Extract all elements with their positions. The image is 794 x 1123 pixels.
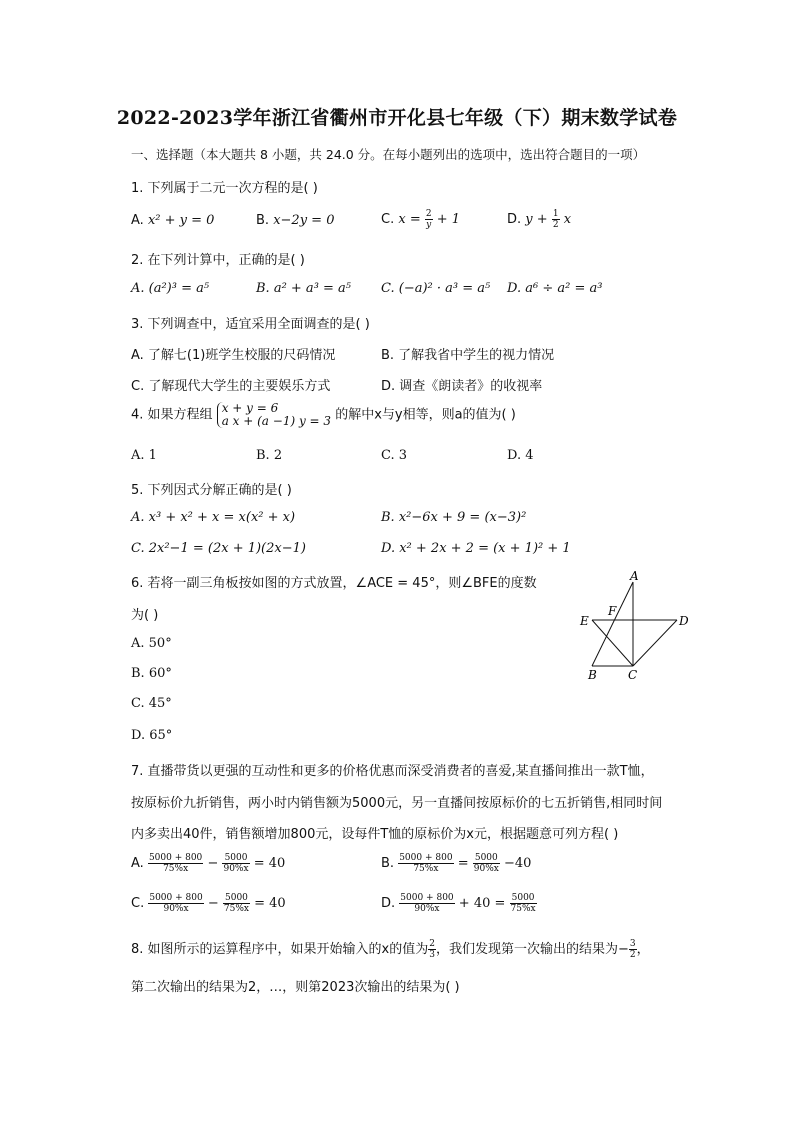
question-3-stem: 3. 下列调查中，适宜采用全面调查的是( ) <box>131 317 370 332</box>
q5-option-d[interactable]: D. x² + 2x + 2 = (x + 1)² + 1 <box>381 541 571 556</box>
label-C: C <box>628 668 638 682</box>
fraction: $\frac{5000 + 800}{75\%x}$ <box>148 853 203 874</box>
q5-option-b[interactable]: B. x²−6x + 9 = (x−3)² <box>381 510 527 525</box>
fraction: $\frac{1}{2}$ <box>552 209 559 230</box>
q1-option-c[interactable] <box>381 209 460 230</box>
option-text: x−2y = 0 <box>273 213 335 228</box>
option-label: B. <box>256 213 270 228</box>
option-label: C. <box>381 212 395 227</box>
question-7-line-2: 按原标价九折销售，两小时内销售额为5000元，另一直播间按原标价的七五折销售,相同时间 <box>131 796 663 811</box>
q3-option-b[interactable]: B. 了解我省中学生的视力情况 <box>381 348 555 363</box>
triangle-figure <box>570 570 700 685</box>
fraction: $\frac{5000}{75\%x}$ <box>510 893 536 914</box>
fraction: $\frac{5000}{90\%x}$ <box>223 853 249 874</box>
q5-option-a[interactable]: A. x³ + x² + x = x(x² + x) <box>131 510 296 525</box>
q7-option-c[interactable]: C. $\frac{5000 + 800}{90\%x}$ − $\frac{5000}{75\%x}$ = 40 <box>131 893 286 914</box>
q4-option-c[interactable]: C. 3 <box>381 448 408 463</box>
option-label: A. <box>131 213 144 228</box>
question-7-line-3: 内多卖出40件，销售额增加800元，设每件T恤的原标价为x元，根据题意可列方程( ) <box>131 827 619 842</box>
q3-option-c[interactable]: C. 了解现代大学生的主要娱乐方式 <box>131 379 331 394</box>
q6-option-b[interactable]: B. 60° <box>131 666 172 681</box>
question-8-line-1: 8. 如图所示的运算程序中，如果开始输入的x的值为 $\frac{2}{3}$ ，我们发现第一次输出的结果为− $\frac{3}{2}$ ， <box>131 939 650 960</box>
question-5-stem: 5. 下列因式分解正确的是( ) <box>131 483 292 498</box>
question-6-stem-cont: 为( ) <box>131 608 159 623</box>
q1-option-d[interactable] <box>507 209 571 230</box>
option-label: A. <box>131 856 144 871</box>
fraction: $\frac{5000 + 800}{90\%x}$ <box>400 893 454 914</box>
q7-option-d[interactable]: D. $\frac{5000 + 800}{90\%x}$ + 40 = $\frac{5000}{75\%x}$ <box>381 893 536 914</box>
option-text: x = <box>398 212 421 227</box>
q1-option-b[interactable] <box>256 213 334 228</box>
fraction: $\frac{5000}{90\%x}$ <box>473 853 499 874</box>
q7-option-a[interactable]: A. $\frac{5000 + 800}{75\%x}$ − $\frac{5000}{90\%x}$ = 40 <box>131 853 286 874</box>
label-A: A <box>630 570 639 583</box>
fraction: $\frac{2}{3}$ <box>429 939 435 960</box>
option-label: D. <box>507 212 522 227</box>
q2-option-b[interactable]: B. a² + a³ = a⁵ <box>256 281 352 296</box>
q2-option-d[interactable]: D. a⁶ ÷ a² = a³ <box>507 281 603 296</box>
question-7-line-1: 7. 直播带货以更强的互动性和更多的价格优惠而深受消费者的喜爱,某直播间推出一款T恤， <box>131 764 654 779</box>
question-6-stem: 6. 若将一副三角板按如图的方式放置，∠ACE = 45°，则∠BFE的度数 <box>131 576 537 591</box>
option-text: x <box>563 212 572 227</box>
question-1-stem: 1. 下列属于二元一次方程的是( ) <box>131 181 318 196</box>
q3-option-a[interactable]: A. 了解七(1)班学生校服的尺码情况 <box>131 348 336 363</box>
q6-option-c[interactable]: C. 45° <box>131 696 172 711</box>
option-label: C. <box>131 896 145 911</box>
q2-option-a[interactable]: A. (a²)³ = a⁵ <box>131 281 210 296</box>
q6-option-d[interactable]: D. 65° <box>131 728 173 743</box>
option-text: x² + y = 0 <box>147 213 215 228</box>
q4-stem-pre: 4. 如果方程组 <box>131 407 213 423</box>
q4-stem-post: 的解中x与y相等，则a的值为( ) <box>335 407 516 423</box>
q4-option-a[interactable]: A. 1 <box>131 448 157 463</box>
option-label: D. <box>381 896 396 911</box>
line-A-B <box>592 582 633 666</box>
q4-option-d[interactable]: D. 4 <box>507 448 534 463</box>
fraction: $\frac{5000 + 800}{75\%x}$ <box>399 853 453 874</box>
option-text: y + <box>525 212 548 227</box>
line-E-C <box>592 620 633 666</box>
fraction: $\frac{2}{y}$ <box>425 209 432 230</box>
question-2-stem: 2. 在下列计算中，正确的是( ) <box>131 253 305 268</box>
q7-option-b[interactable]: B. $\frac{5000 + 800}{75\%x}$ = $\frac{5000}{90\%x}$ −40 <box>381 853 532 874</box>
fraction: $\frac{5000}{75\%x}$ <box>223 893 249 914</box>
q6-option-a[interactable]: A. 50° <box>131 636 172 651</box>
q3-option-d[interactable]: D. 调查《朗读者》的收视率 <box>381 379 543 394</box>
question-8-line-2: 第二次输出的结果为2，…，则第2023次输出的结果为( ) <box>131 980 460 995</box>
option-text: + 1 <box>436 212 461 227</box>
fraction: $\frac{5000 + 800}{90\%x}$ <box>149 893 203 914</box>
label-F: F <box>608 604 617 618</box>
question-4-stem <box>131 402 516 428</box>
q2-option-c[interactable]: C. (−a)² · a³ = a⁵ <box>381 281 491 296</box>
fraction: $\frac{3}{2}$ <box>629 939 636 960</box>
exam-title: 2022-2023学年浙江省衢州市开化县七年级（下）期末数学试卷 <box>116 107 678 129</box>
option-label: B. <box>381 856 395 871</box>
label-B: B <box>588 668 597 682</box>
line-D-C <box>633 620 677 666</box>
equation-system: x + y = 6 a x + (a −1) y = 3 <box>217 402 331 428</box>
label-D: D <box>679 614 689 628</box>
q5-option-c[interactable]: C. 2x²−1 = (2x + 1)(2x−1) <box>131 541 306 556</box>
q1-option-a[interactable] <box>131 213 214 228</box>
section-heading: 一、选择题（本大题共 8 小题，共 24.0 分。在每小题列出的选项中，选出符合题目的一项） <box>131 147 646 162</box>
label-E: E <box>580 614 589 628</box>
q4-option-b[interactable]: B. 2 <box>256 448 283 463</box>
